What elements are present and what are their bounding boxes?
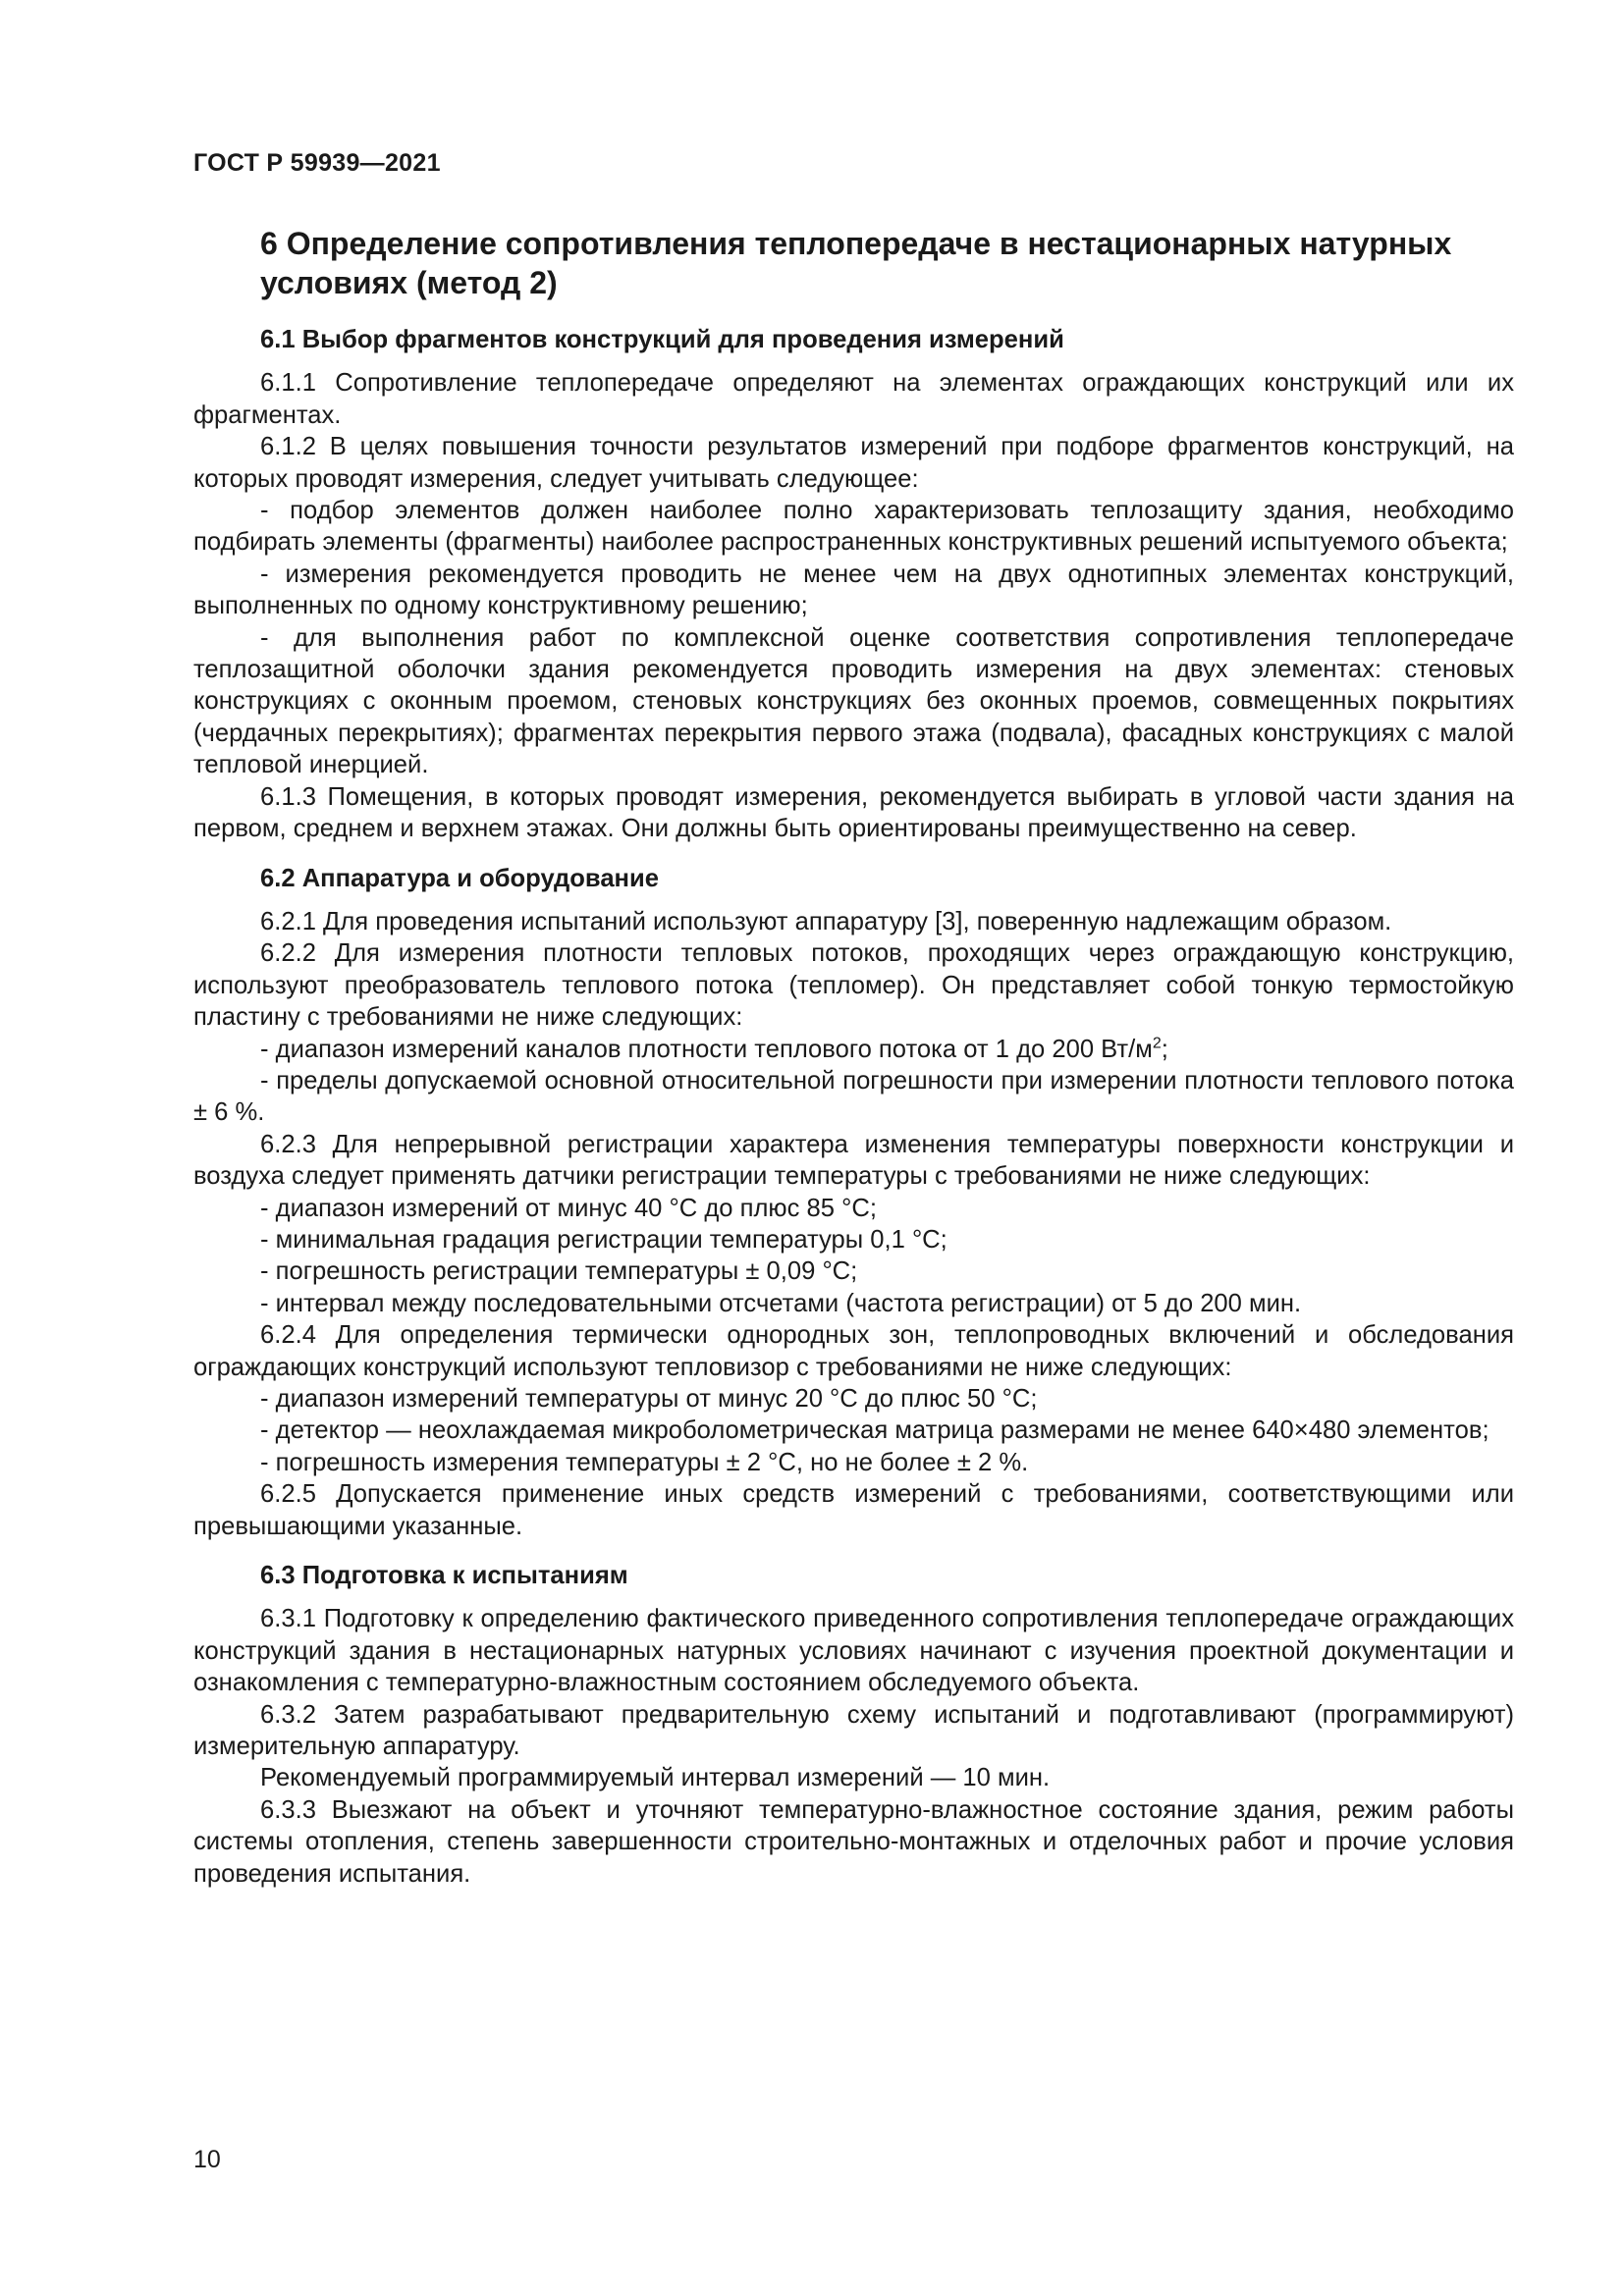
subsection-title-6-1: 6.1 Выбор фрагментов конструкций для проведения измерений [260, 326, 1064, 353]
list-item: - пределы допускаемой основной относительной погрешности при измерении плотности теплового потока ± 6 %. [193, 1066, 1514, 1127]
list-item: - измерения рекомендуется проводить не менее чем на двух однотипных элементах конструкций, выполненных по одному конструктивному решению; [193, 560, 1514, 620]
list-item: - для выполнения работ по комплексной оценке соответствия сопротивления теплопередаче теплозащитной оболочки здания рекомендуется проводить измерения на двух элементах: стеновых конструкциях с оконным проемом, стеновых конструкциях без оконных проемов, совмещенных покрытиях (чердачных перекрытиях); фрагментах перекрытия первого этажа (подвала), фасадных конструкциях с малой тепловой инерцией. [193, 623, 1514, 779]
paragraph: 6.3.1 Подготовку к определению фактического приведенного сопротивления теплопередаче ограждающих конструкций здания в нестационарных натурных условиях начинают с изучения проектной документации и ознакомления с температурно-влажностным состоянием обследуемого объекта. [193, 1605, 1514, 1697]
paragraph: 6.1.1 Сопротивление теплопередаче определяют на элементах ограждающих конструкций или их фрагментах. [193, 369, 1514, 429]
paragraph: 6.2.1 Для проведения испытаний используют аппаратуру [3], поверенную надлежащим образом. [260, 907, 1392, 935]
list-item-end: ; [1161, 1035, 1168, 1063]
list-item: - интервал между последовательными отсчетами (частота регистрации) от 5 до 200 мин. [260, 1289, 1302, 1317]
list-item-text: - диапазон измерений каналов плотности теплового потока от 1 до 200 Вт/м [260, 1035, 1153, 1063]
list-item: - детектор — неохлаждаемая микроболометрическая матрица размерами не менее 640×480 элементов; [260, 1416, 1489, 1445]
paragraph: 6.2.2 Для измерения плотности тепловых потоков, проходящих через ограждающую конструкцию, используют преобразователь теплового потока (тепломер). Он представляет собой тонкую термостойкую пластину с требованиями не ниже следующих: [193, 939, 1514, 1032]
document-code: ГОСТ Р 59939—2021 [193, 149, 441, 177]
list-item: - диапазон измерений от минус 40 °С до плюс 85 °С; [260, 1194, 877, 1222]
paragraph: 6.3.2 Затем разрабатывают предварительную схему испытаний и подготавливают (программируют) измерительную аппаратуру. [193, 1700, 1514, 1761]
list-item: - диапазон измерений температуры от минус 20 °С до плюс 50 °С; [260, 1385, 1038, 1413]
paragraph: 6.1.3 Помещения, в которых проводят измерения, рекомендуется выбирать в угловой части здания на первом, среднем и верхнем этажах. Они должны быть ориентированы преимущественно на север. [193, 782, 1514, 843]
page-content [193, 224, 1514, 1890]
list-item: - погрешность измерения температуры ± 2 °С, но не более ± 2 %. [260, 1448, 1029, 1476]
paragraph: Рекомендуемый программируемый интервал измерений — 10 мин. [260, 1764, 1051, 1792]
list-item: - погрешность регистрации температуры ± 0,09 °С; [260, 1257, 858, 1286]
section-title: 6 Определение сопротивления теплопередаче в нестационарных натурных условиях (метод 2) [260, 226, 1452, 300]
paragraph: 6.2.5 Допускается применение иных средств измерений с требованиями, соответствующими или превышающими указанные. [193, 1480, 1514, 1540]
list-item [193, 1034, 1514, 1065]
list-item: - подбор элементов должен наиболее полно характеризовать теплозащиту здания, необходимо подбирать элементы (фрагменты) наиболее распространенных конструктивных решений испытуемого объекта; [193, 497, 1514, 557]
paragraph: 6.3.3 Выезжают на объект и уточняют температурно-влажностное состояние здания, режим работы системы отопления, степень завершенности строительно-монтажных и отделочных работ и прочие условия проведения испытания. [193, 1795, 1514, 1888]
page-number: 10 [193, 2146, 221, 2173]
subsection-title-6-3: 6.3 Подготовка к испытаниям [260, 1562, 628, 1590]
list-item: - минимальная градация регистрации температуры 0,1 °С; [260, 1225, 947, 1254]
paragraph: 6.2.4 Для определения термически однородных зон, теплопроводных включений и обследования ограждающих конструкций используют тепловизор с требованиями не ниже следующих: [193, 1321, 1514, 1381]
paragraph: 6.2.3 Для непрерывной регистрации характера изменения температуры поверхности конструкции и воздуха следует применять датчики регистрации температуры с требованиями не ниже следующих: [193, 1130, 1514, 1191]
superscript: 2 [1152, 1035, 1162, 1051]
paragraph: 6.1.2 В целях повышения точности результатов измерений при подборе фрагментов конструкций, на которых проводят измерения, следует учитывать следующее: [193, 433, 1514, 493]
subsection-title-6-2: 6.2 Аппаратура и оборудование [260, 864, 659, 892]
